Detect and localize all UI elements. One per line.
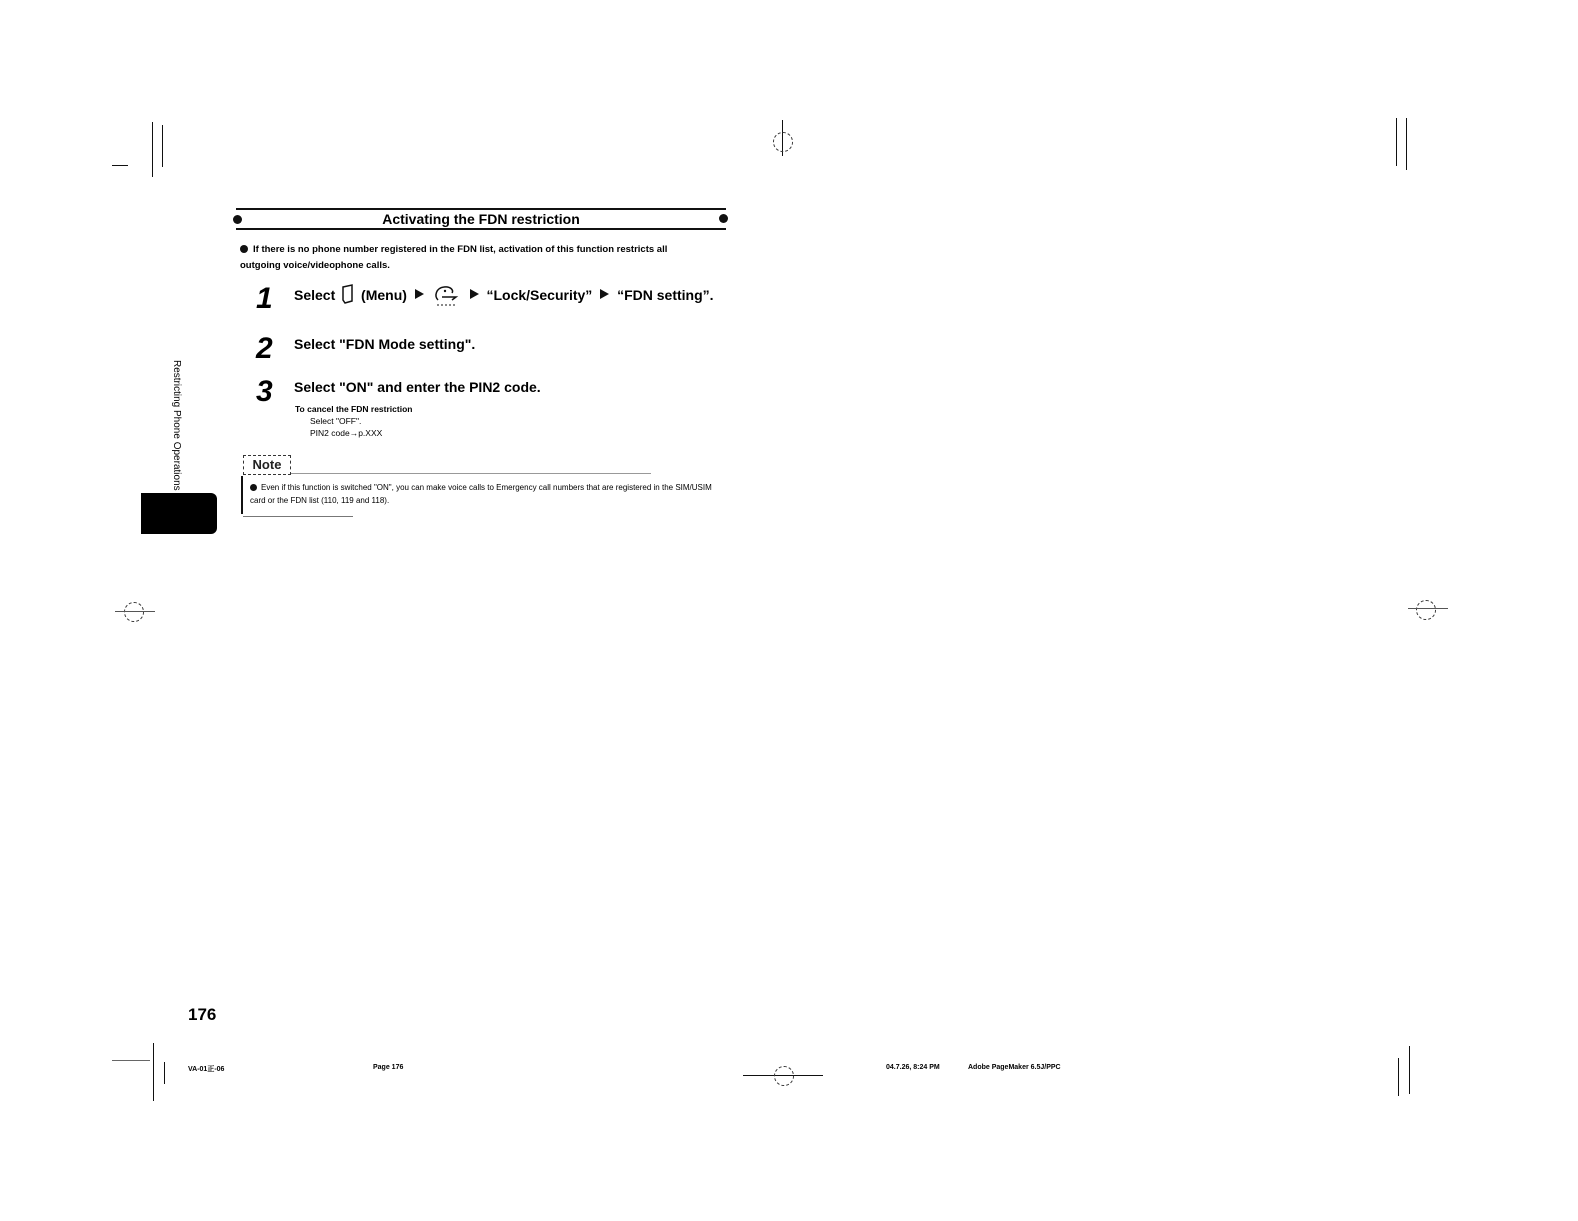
chapter-tab xyxy=(141,493,217,534)
step-3-text: Select "ON" and enter the PIN2 code. xyxy=(294,379,541,395)
bullet-icon xyxy=(240,245,248,253)
crop-mark xyxy=(164,1062,165,1084)
crop-mark xyxy=(115,611,155,612)
step-1-lock-security: “Lock/Security” xyxy=(486,287,593,303)
footer-file: VA-01正-06 xyxy=(188,1066,225,1073)
crop-mark xyxy=(1409,1046,1410,1094)
registration-mark xyxy=(773,132,793,152)
bullet-dot-icon xyxy=(233,215,242,224)
right-arrow-icon xyxy=(600,289,609,299)
crop-mark xyxy=(162,125,163,167)
intro-text: If there is no phone number registered in the FDN list, activation of this function restricts all outgoing voice/videophone calls. xyxy=(240,244,668,271)
step-number: 3 xyxy=(256,375,273,408)
crop-mark xyxy=(153,1043,154,1101)
footer-timestamp: 04.7.26, 8:24 PM xyxy=(886,1064,940,1071)
crop-mark xyxy=(1396,118,1397,166)
step-1-menu: (Menu) xyxy=(361,287,407,303)
bullet-icon xyxy=(250,484,257,491)
crop-mark xyxy=(112,165,128,166)
crop-mark xyxy=(152,122,153,177)
section-header xyxy=(236,208,726,230)
note-divider xyxy=(243,516,353,517)
cancel-heading: To cancel the FDN restriction xyxy=(295,404,413,414)
note-text-block xyxy=(250,481,720,507)
step-1-select: Select xyxy=(294,287,336,303)
step-1-text xyxy=(294,284,714,308)
side-chapter-text: Restricting Phone Operations xyxy=(171,360,182,491)
section-title: Activating the FDN restriction xyxy=(382,211,580,227)
crop-mark xyxy=(1408,608,1448,609)
crop-mark xyxy=(1406,118,1407,170)
crop-mark xyxy=(112,1060,150,1061)
lock-security-icon xyxy=(432,284,462,308)
cancel-line-1: Select "OFF". xyxy=(310,416,362,426)
cancel-line-2: PIN2 code→p.XXX xyxy=(310,428,383,438)
footer-page: Page 176 xyxy=(373,1064,404,1071)
registration-mark xyxy=(124,602,144,622)
side-chapter-label xyxy=(170,360,184,491)
bullet-dot-icon xyxy=(719,214,728,223)
note-text: Even if this function is switched "ON", you can make voice calls to Emergency call numbers that are registered in the SIM/USIM card or the FDN list (110, 119 and 118). xyxy=(250,483,712,505)
intro-paragraph xyxy=(240,242,710,274)
registration-mark xyxy=(774,1066,794,1086)
step-1-fdn-setting: “FDN setting”. xyxy=(617,287,714,303)
page-number: 176 xyxy=(188,1005,217,1024)
right-arrow-icon xyxy=(415,289,424,299)
footer-app: Adobe PageMaker 6.5J/PPC xyxy=(968,1064,1061,1071)
note-label: Note xyxy=(243,455,291,475)
step-number: 1 xyxy=(256,282,273,315)
note-divider xyxy=(291,473,651,474)
step-number: 2 xyxy=(256,332,273,365)
registration-mark xyxy=(1416,600,1436,620)
menu-key-icon xyxy=(341,284,355,304)
step-2-text: Select "FDN Mode setting". xyxy=(294,336,476,352)
crop-mark xyxy=(1398,1058,1399,1096)
right-arrow-icon xyxy=(470,289,479,299)
